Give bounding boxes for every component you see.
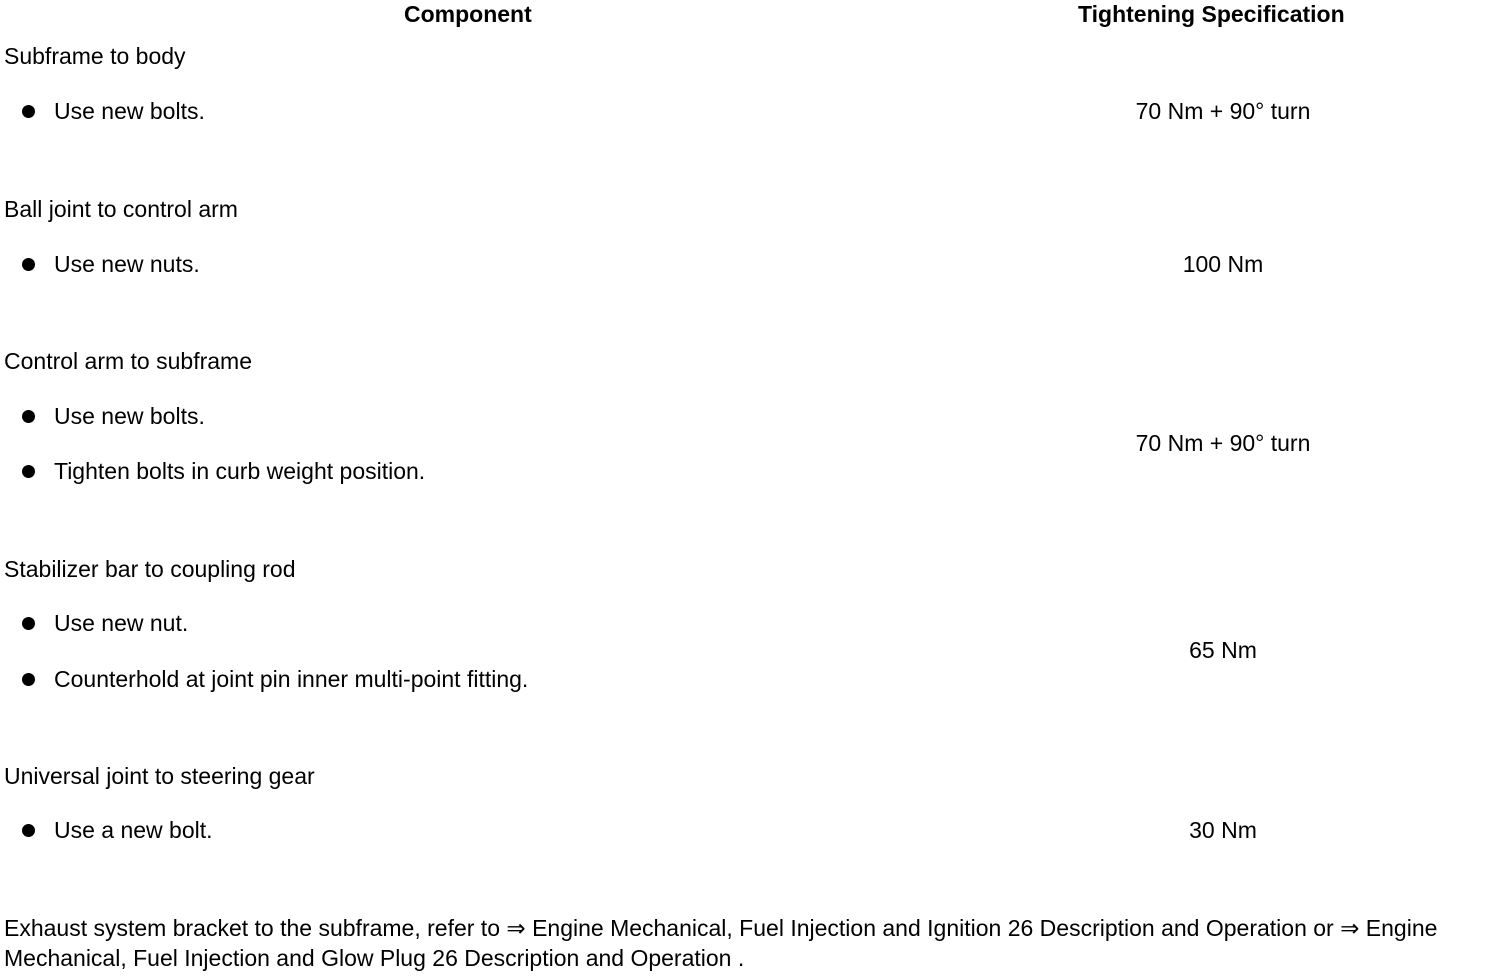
spec-value: 100 Nm: [1182, 251, 1264, 277]
bullet-text: Use new bolts.: [54, 403, 205, 429]
exhaust-bracket-note: [4, 913, 1500, 973]
reference-arrow-icon: ⇒: [506, 915, 526, 941]
component-name: Universal joint to steering gear: [4, 763, 315, 789]
bullet-text: Use new nuts.: [54, 251, 200, 277]
bullet-text: Tighten bolts in curb weight position.: [54, 458, 426, 484]
bullet-dot: [22, 673, 35, 686]
column-header-component: Component: [404, 1, 532, 27]
reference-link-ignition[interactable]: Engine Mechanical, Fuel Injection and Ignition 26 Description and Operation: [532, 915, 1307, 941]
reference-arrow-icon: ⇒: [1340, 915, 1360, 941]
bullet-dot: [22, 258, 35, 271]
component-name: Subframe to body: [4, 43, 186, 69]
spec-value: 70 Nm + 90° turn: [1135, 430, 1311, 456]
bullet-dot: [22, 465, 35, 478]
component-name: Stabilizer bar to coupling rod: [4, 556, 296, 582]
spec-value: 30 Nm: [1189, 817, 1257, 843]
reference-link-glow-plug[interactable]: Engine Mechanical, Fuel Injection and Glow Plug 26 Description and Operation: [4, 915, 1438, 971]
bullet-text: Use new nut.: [54, 610, 189, 636]
note-end: .: [737, 945, 745, 971]
spec-value: 65 Nm: [1189, 637, 1257, 663]
column-header-spec: Tightening Specification: [1078, 1, 1345, 27]
bullet-dot: [22, 824, 35, 837]
bullet-text: Counterhold at joint pin inner multi-point fitting.: [54, 666, 529, 692]
bullet-text: Use a new bolt.: [54, 817, 213, 843]
component-name: Ball joint to control arm: [4, 196, 238, 222]
note-or: or: [1313, 915, 1334, 941]
bullet-dot: [22, 410, 35, 423]
spec-value: 70 Nm + 90° turn: [1135, 98, 1311, 124]
bullet-text: Use new bolts.: [54, 98, 205, 124]
bullet-dot: [22, 617, 35, 630]
note-text: Exhaust system bracket to the subframe, refer to: [4, 915, 500, 941]
bullet-dot: [22, 105, 35, 118]
component-name: Control arm to subframe: [4, 348, 252, 374]
